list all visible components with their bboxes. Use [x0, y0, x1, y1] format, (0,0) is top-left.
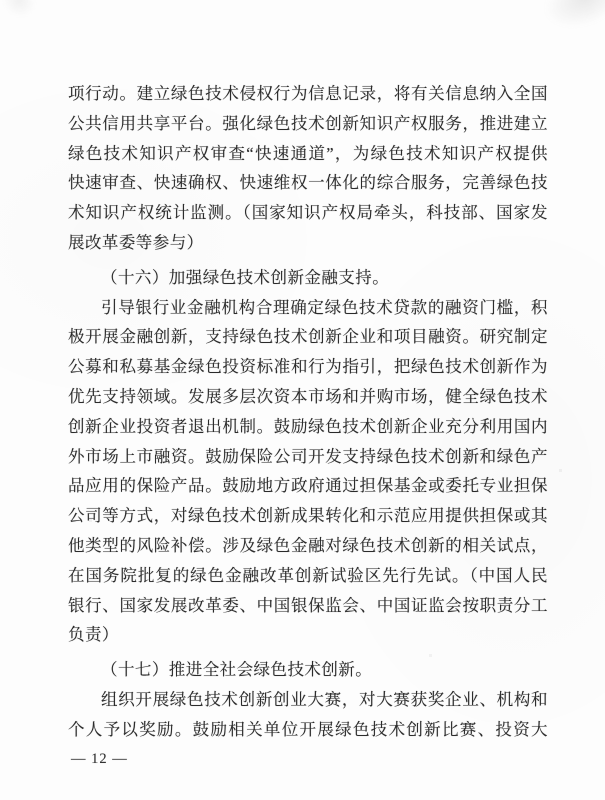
- text-line: 在国务院批复的绿色金融改革创新试验区先行先试。（中国人民: [68, 565, 548, 585]
- text-line: 外市场上市融资。鼓励保险公司开发支持绿色技术创新和绿色产: [68, 446, 548, 466]
- text-line: 术知识产权统计监测。（国家知识产权局牵头，科技部、国家发: [68, 203, 548, 223]
- text-line: 品应用的保险产品。鼓励地方政府通过担保基金或委托专业担保: [68, 476, 548, 496]
- text-line: 公共信用共享平台。强化绿色技术创新知识产权服务，推进建立: [68, 113, 548, 133]
- text-line: 公司等方式，对绿色技术创新成果转化和示范应用提供担保或其: [68, 506, 548, 526]
- section-heading: （十七）推进全社会绿色技术创新。: [101, 660, 373, 680]
- text-line: 负责）: [68, 625, 119, 645]
- text-line: 优先支持领域。发展多层次资本市场和并购市场，健全绿色技术: [68, 386, 548, 406]
- text-line: 快速审查、快速确权、快速维权一体化的综合服务，完善绿色技: [68, 173, 548, 193]
- text-line: 引导银行业金融机构合理确定绿色技术贷款的融资门槛，积: [101, 297, 548, 317]
- text-line: 创新企业投资者退出机制。鼓励绿色技术创新企业充分利用国内: [68, 416, 548, 436]
- text-line: 公募和私募基金绿色投资标准和行为指引，把绿色技术创新作为: [68, 357, 548, 377]
- text-line: 他类型的风险补偿。涉及绿色金融对绿色技术创新的相关试点，: [68, 535, 548, 555]
- text-line: 展改革委等参与）: [68, 232, 204, 252]
- text-line: 银行、国家发展改革委、中国银保监会、中国证监会按职责分工: [68, 595, 548, 615]
- text-line: 绿色技术知识产权审查“快速通道”，为绿色技术知识产权提供: [68, 143, 548, 163]
- text-line: 极开展金融创新，支持绿色技术创新企业和项目融资。研究制定: [68, 327, 548, 347]
- text-line: 组织开展绿色技术创新创业大赛，对大赛获奖企业、机构和: [101, 689, 548, 709]
- text-line: 个人予以奖励。鼓励相关单位开展绿色技术创新比赛、投资大: [68, 719, 548, 739]
- page-number: — 12 —: [71, 751, 128, 767]
- section-heading: （十六）加强绿色技术创新金融支持。: [101, 267, 390, 287]
- text-line: 项行动。建立绿色技术侵权行为信息记录，将有关信息纳入全国: [68, 84, 548, 103]
